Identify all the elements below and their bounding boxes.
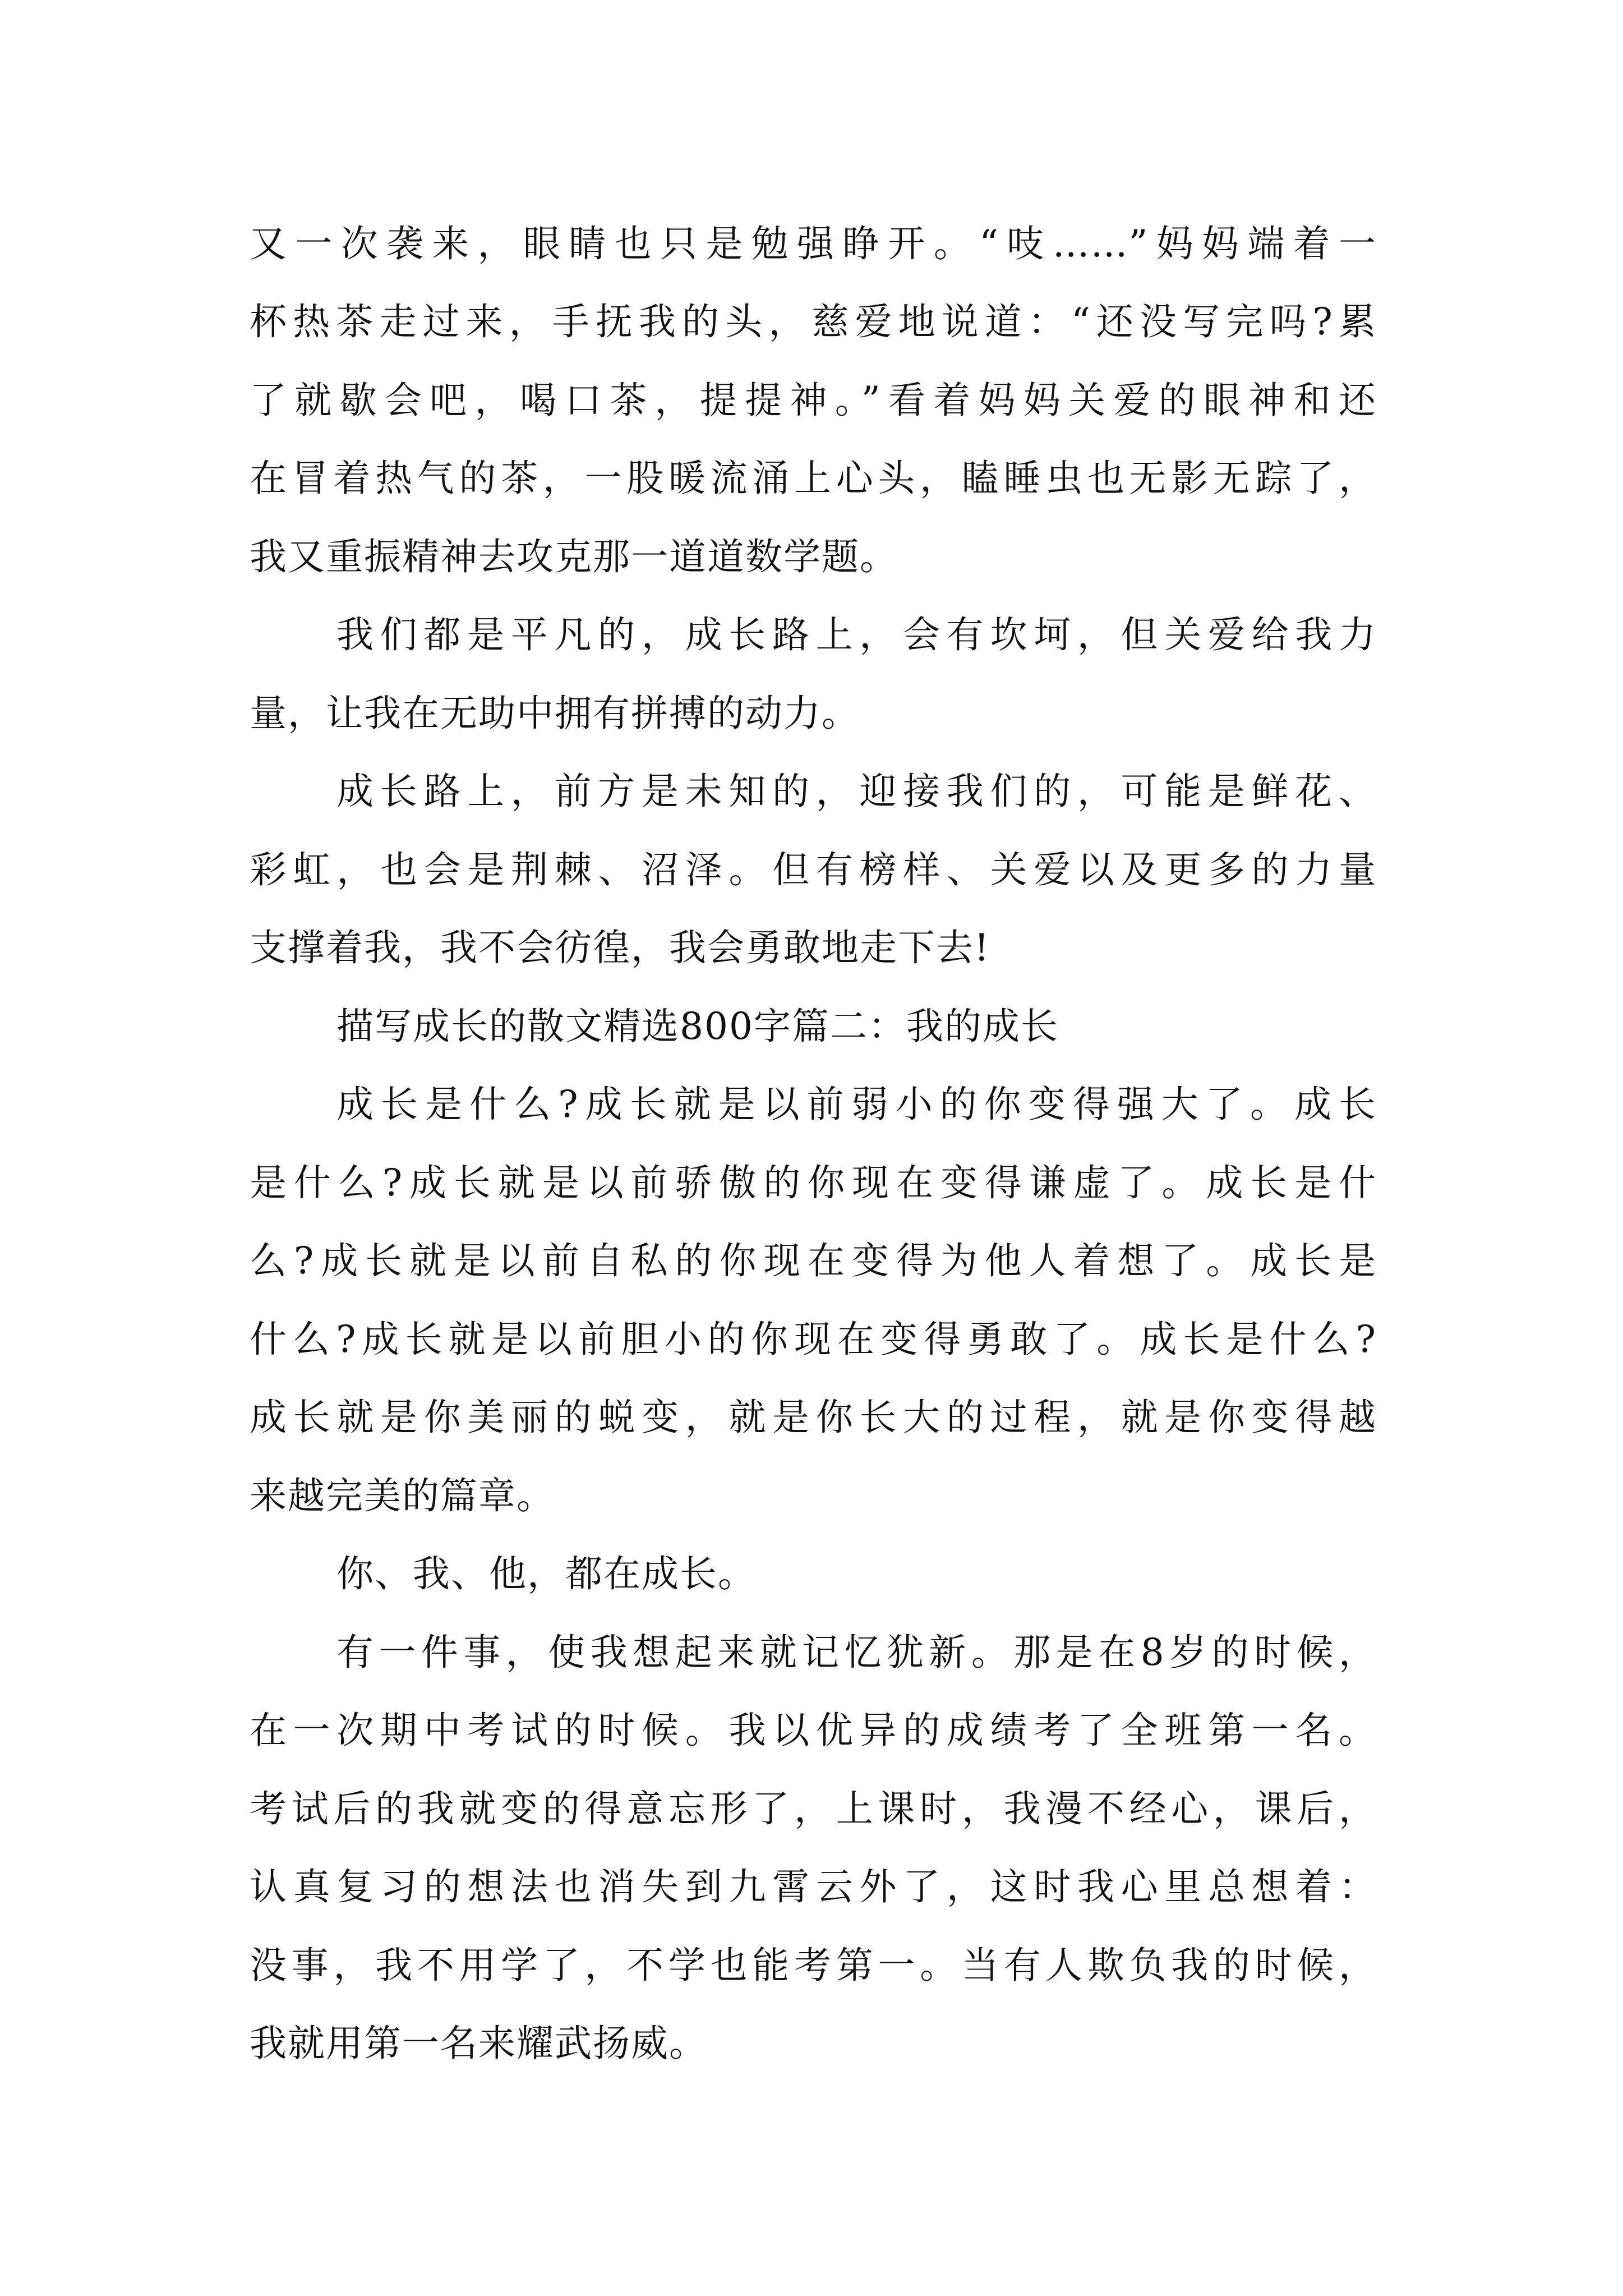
- text-line: 彩虹，也会是荆棘、沼泽。但有榜样、关爱以及更多的力量: [250, 848, 1377, 891]
- text-line: 在一次期中考试的时候。我以优异的成绩考了全班第一名。: [250, 1709, 1377, 1752]
- text-line: 是什么?成长就是以前骄傲的你现在变得谦虚了。成长是什: [250, 1161, 1377, 1204]
- text-line: 我们都是平凡的，成长路上，会有坎坷，但关爱给我力: [336, 613, 1377, 656]
- text-line: 考试后的我就变的得意忘形了，上课时，我漫不经心，课后，: [250, 1787, 1377, 1830]
- text-line: 来越完美的篇章。: [250, 1474, 555, 1517]
- section-heading: 描写成长的散文精选800字篇二：我的成长: [336, 1005, 1059, 1048]
- text-line: 么?成长就是以前自私的你现在变得为他人着想了。成长是: [250, 1239, 1377, 1282]
- text-line: 杯热茶走过来，手抚我的头，慈爱地说道：“还没写完吗?累: [250, 300, 1377, 343]
- text-line: 量，让我在无助中拥有拼搏的动力。: [250, 692, 860, 735]
- text-line: 了就歇会吧，喝口茶，提提神。”看着妈妈关爱的眼神和还: [250, 379, 1377, 422]
- text-line: 我又重振精神去攻克那一道道数学题。: [250, 535, 898, 578]
- text-line: 又一次袭来，眼睛也只是勉强睁开。“吱……”妈妈端着一: [250, 222, 1377, 265]
- text-line: 有一件事，使我想起来就记忆犹新。那是在8岁的时候，: [336, 1631, 1377, 1674]
- text-line: 什么?成长就是以前胆小的你现在变得勇敢了。成长是什么?: [250, 1318, 1377, 1361]
- text-line: 成长就是你美丽的蜕变，就是你长大的过程，就是你变得越: [250, 1396, 1377, 1439]
- text-line: 成长是什么?成长就是以前弱小的你变得强大了。成长: [336, 1083, 1377, 1126]
- text-line: 没事，我不用学了，不学也能考第一。当有人欺负我的时候，: [250, 1944, 1377, 1987]
- text-line: 我就用第一名来耀武扬威。: [250, 2022, 707, 2065]
- text-line: 认真复习的想法也消失到九霄云外了，这时我心里总想着：: [250, 1865, 1377, 1908]
- text-line: 在冒着热气的茶，一股暖流涌上心头，瞌睡虫也无影无踪了，: [250, 457, 1377, 500]
- text-line: 支撑着我，我不会彷徨，我会勇敢地走下去!: [250, 926, 990, 969]
- text-line: 成长路上，前方是未知的，迎接我们的，可能是鲜花、: [336, 770, 1377, 813]
- text-line: 你、我、他，都在成长。: [336, 1552, 756, 1595]
